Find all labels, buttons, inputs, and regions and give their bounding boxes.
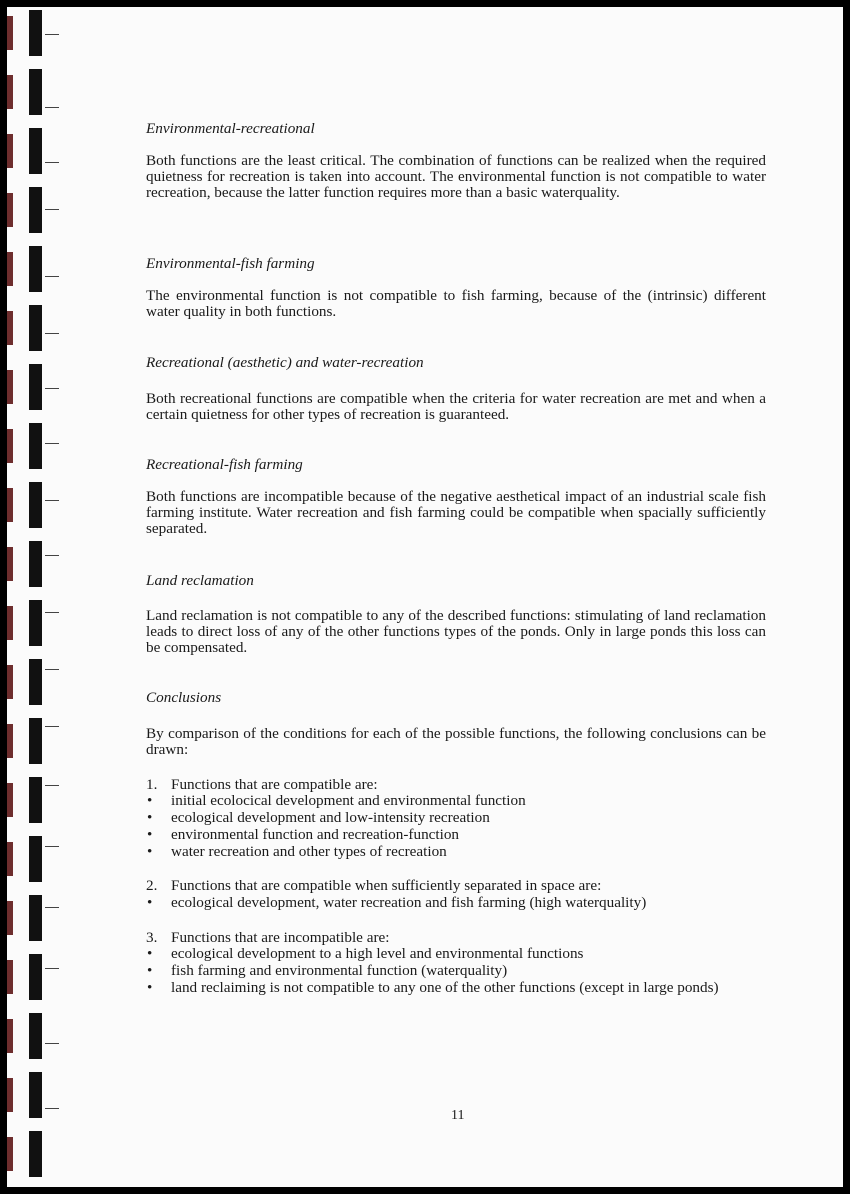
- bullet-text: environmental function and recreation-function: [171, 826, 460, 843]
- page-number: 11: [451, 1108, 465, 1123]
- bullet-icon: •: [147, 962, 153, 979]
- section-paragraph: The environmental function is not compatible to fish farming, because of the (intrinsic) different water quality in both functions.: [146, 287, 766, 320]
- bullet-text: ecological development, water recreation and fish farming (high waterquality): [171, 894, 647, 911]
- bullet-text: initial ecolocical development and environmental function: [171, 792, 526, 809]
- section-heading: Conclusions: [146, 689, 222, 706]
- item-number: 1.: [146, 776, 158, 793]
- bullet-icon: •: [147, 809, 153, 826]
- bullet-icon: •: [147, 792, 153, 809]
- bullet-text: ecological development to a high level and environmental functions: [171, 945, 584, 962]
- item-number: 2.: [146, 877, 158, 894]
- spiral-binding: [7, 7, 67, 1187]
- section-heading: Environmental-recreational: [146, 120, 315, 137]
- bullet-icon: •: [147, 894, 153, 911]
- document-page: [7, 7, 843, 1187]
- bullet-text: land reclaiming is not compatible to any one of the other functions (except in large ponds): [171, 979, 719, 996]
- item-title: Functions that are incompatible are:: [171, 929, 390, 946]
- item-title: Functions that are compatible when sufficiently separated in space are:: [171, 877, 602, 894]
- bullet-text: fish farming and environmental function (waterquality): [171, 962, 508, 979]
- section-heading: Environmental-fish farming: [146, 255, 315, 272]
- section-heading: Recreational-fish farming: [146, 456, 303, 473]
- section-heading: Recreational (aesthetic) and water-recreation: [146, 354, 424, 371]
- section-paragraph: Land reclamation is not compatible to any of the described functions: stimulating of land reclamation leads to direct loss of any of the other functions types of the ponds. Only in large ponds this loss can be compensated.: [146, 607, 766, 656]
- bullet-text: ecological development and low-intensity recreation: [171, 809, 490, 826]
- bullet-icon: •: [147, 945, 153, 962]
- section-paragraph: By comparison of the conditions for each of the possible functions, the following conclusions can be drawn:: [146, 725, 766, 758]
- item-title: Functions that are compatible are:: [171, 776, 378, 793]
- bullet-icon: •: [147, 979, 153, 996]
- section-heading: Land reclamation: [146, 572, 254, 589]
- bullet-icon: •: [147, 826, 153, 843]
- section-paragraph: Both recreational functions are compatible when the criteria for water recreation are met and when a certain quietness for other types of recreation is guaranteed.: [146, 390, 766, 423]
- bullet-icon: •: [147, 843, 153, 860]
- section-paragraph: Both functions are incompatible because of the negative aesthetical impact of an industrial scale fish farming institute. Water recreation and fish farming could be compatible when spacially sufficiently separated.: [146, 488, 766, 537]
- section-paragraph: Both functions are the least critical. The combination of functions can be realized when the required quietness for recreation is taken into account. The environmental function is not compatible to water recreation, because the latter function requires more than a basic waterquality.: [146, 152, 766, 201]
- bullet-text: water recreation and other types of recreation: [171, 843, 447, 860]
- item-number: 3.: [146, 929, 158, 946]
